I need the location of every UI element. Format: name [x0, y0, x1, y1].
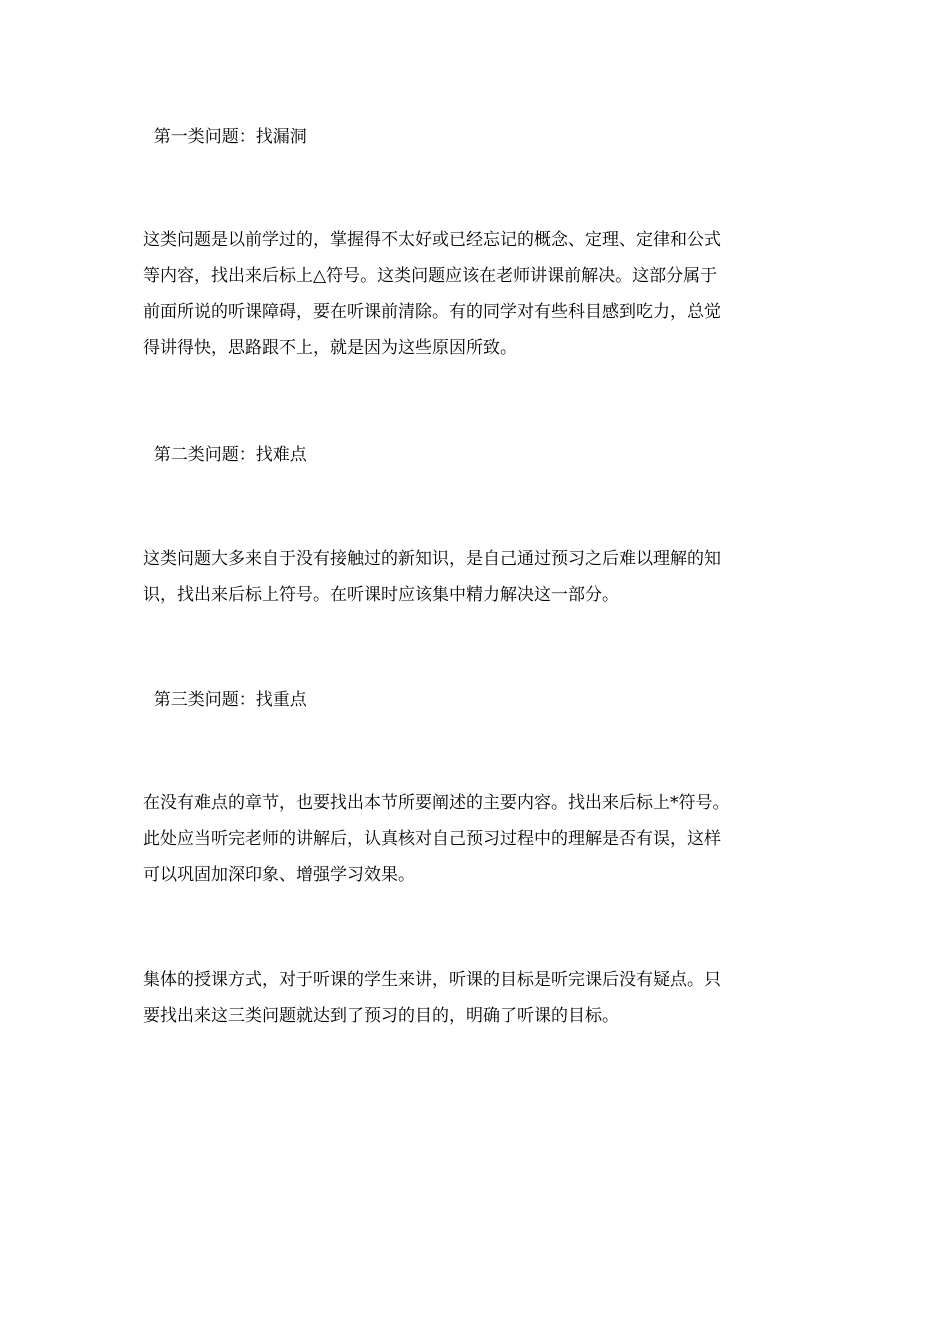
section-heading-3: 第三类问题：找重点: [143, 690, 307, 710]
section-heading-1: 第一类问题：找漏洞: [143, 127, 307, 147]
section-paragraph-3: 在没有难点的章节，也要找出本节所要阐述的主要内容。找出来后标上*符号。 此处应当听完老师的讲解后，认真核对自己预习过程中的理解是否有误，这样 可以巩固加深印象、增强学习效果。: [143, 793, 730, 885]
section-heading-2: 第二类问题：找难点: [143, 445, 307, 465]
section-paragraph-2: 这类问题大多来自于没有接触过的新知识，是自己通过预习之后难以理解的知 识，找出来后标上符号。在听课时应该集中精力解决这一部分。: [143, 549, 721, 605]
closing-paragraph: 集体的授课方式，对于听课的学生来讲，听课的目标是听完课后没有疑点。只 要找出来这三类问题就达到了预习的目的，明确了听课的目标。: [143, 970, 721, 1026]
section-paragraph-1: 这类问题是以前学过的，掌握得不太好或已经忘记的概念、定理、定律和公式 等内容，找出来后标上△符号。这类问题应该在老师讲课前解决。这部分属于 前面所说的听课障碍，要在听课前清除。有的同学对有些科目感到吃力，总觉 得讲得快，思路跟不上，就是因为这些原因所致。: [143, 230, 721, 358]
